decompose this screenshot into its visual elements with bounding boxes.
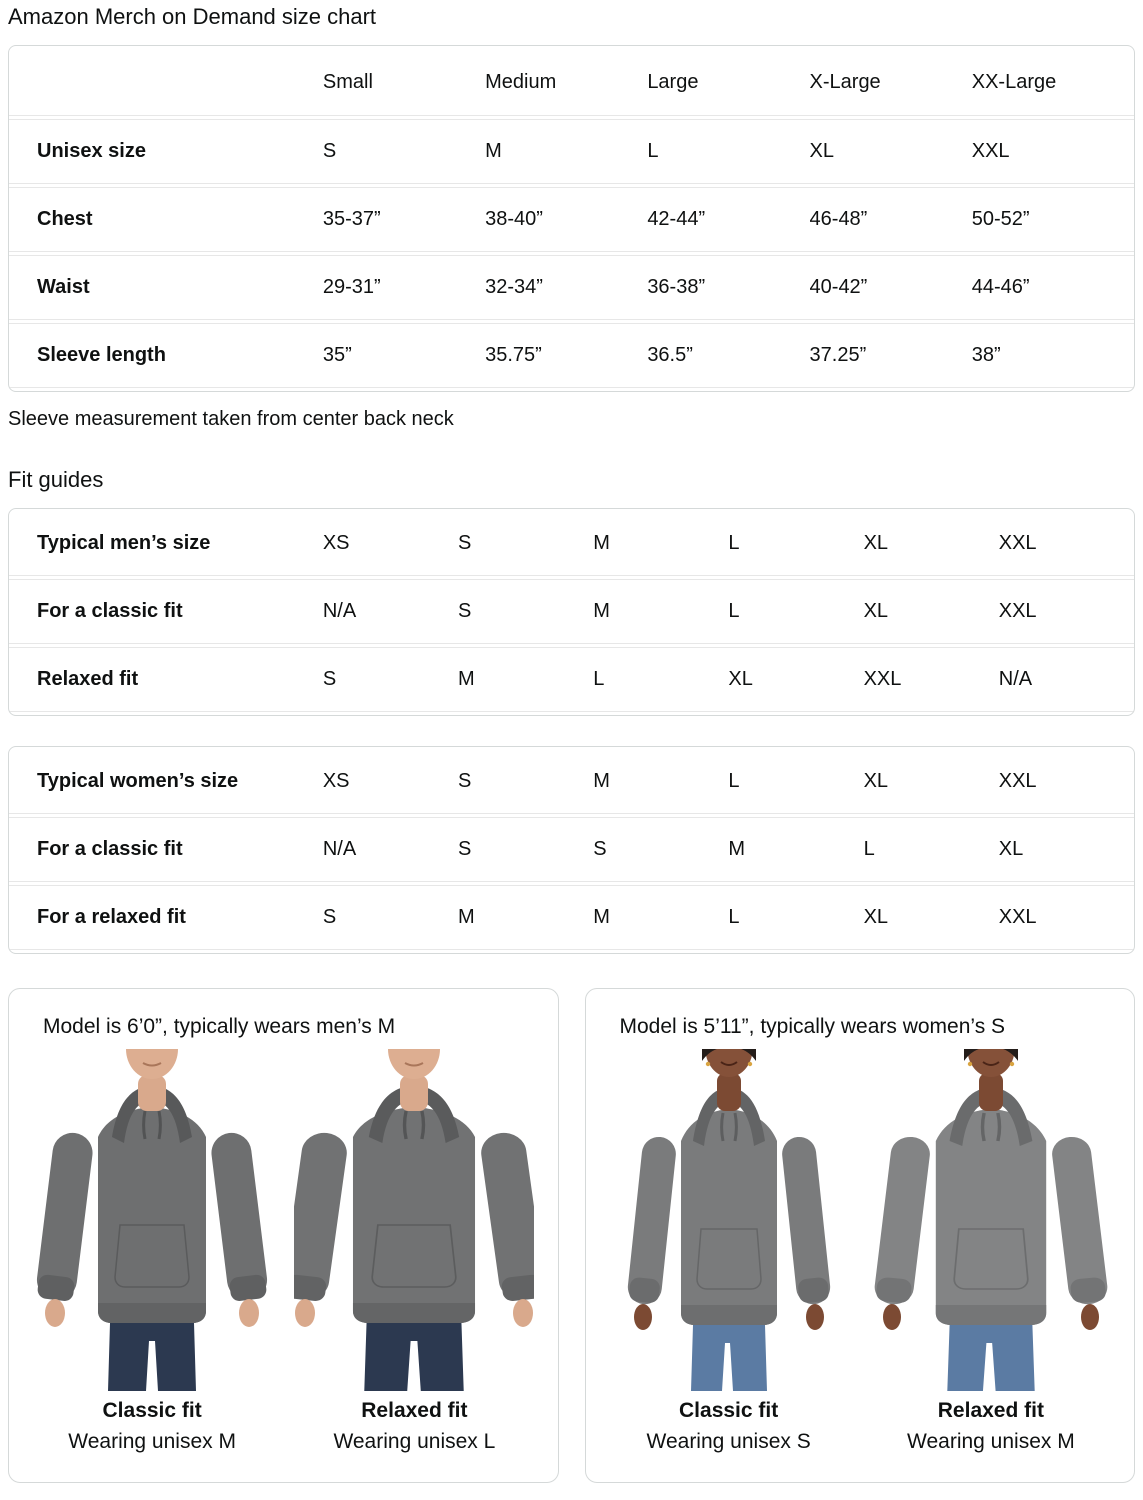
row-label: For a classic fit [9, 817, 323, 882]
size-cell: XXL [972, 119, 1134, 184]
size-cell: 32-34” [485, 255, 647, 320]
woman-classic-fit-photo [609, 1049, 849, 1391]
size-cell: S [323, 885, 458, 950]
size-cell: 40-42” [810, 255, 972, 320]
mens-classic-figure [21, 1049, 283, 1454]
womens-model-card [585, 988, 1136, 1483]
size-cell: XL [999, 817, 1134, 882]
size-cell: XL [864, 512, 999, 576]
woman-relaxed-fit-photo [871, 1049, 1111, 1391]
size-cell: L [864, 817, 999, 882]
size-cell: XL [864, 750, 999, 814]
size-cell: M [593, 579, 728, 644]
size-cell: XL [810, 119, 972, 184]
row-label: For a classic fit [9, 579, 323, 644]
size-cell: 36.5” [647, 323, 809, 388]
fit-label: Relaxed fit [361, 1399, 468, 1422]
page-title: Amazon Merch on Demand size chart [8, 4, 377, 29]
size-cell: 44-46” [972, 255, 1134, 320]
size-cell: 29-31” [323, 255, 485, 320]
size-cell: M [485, 119, 647, 184]
size-cell: XXL [999, 579, 1134, 644]
row-label: Waist [9, 255, 323, 320]
size-chart-header-row [9, 49, 1134, 116]
table-row-mens-relaxed-fit [9, 647, 1134, 712]
size-cell: 50-52” [972, 187, 1134, 252]
table-row-waist [9, 255, 1134, 320]
size-cell: 37.25” [810, 323, 972, 388]
size-cell: L [728, 512, 863, 576]
size-cell: 42-44” [647, 187, 809, 252]
model-cards [8, 988, 1135, 1483]
table-row-unisex-size [9, 119, 1134, 184]
column-header-medium: Medium [485, 49, 647, 116]
size-cell: 38-40” [485, 187, 647, 252]
size-chart-table-container [8, 45, 1135, 392]
size-cell: 35-37” [323, 187, 485, 252]
table-row-chest [9, 187, 1134, 252]
size-cell: XXL [999, 885, 1134, 950]
table-row-mens-classic-fit [9, 579, 1134, 644]
womens-fit-guide-table [9, 747, 1134, 953]
row-label: Typical women’s size [9, 750, 323, 814]
size-chart-table [9, 46, 1134, 391]
size-cell: XS [323, 750, 458, 814]
man-classic-fit-photo [32, 1049, 272, 1391]
row-label: Chest [9, 187, 323, 252]
size-cell: N/A [999, 647, 1134, 712]
size-cell: M [593, 885, 728, 950]
mens-model-heading: Model is 6’0”, typically wears men’s M [43, 1015, 396, 1038]
mens-relaxed-figure [283, 1049, 545, 1454]
womens-model-heading: Model is 5’11”, typically wears women’s S [619, 1015, 1006, 1038]
table-row-sleeve-length [9, 323, 1134, 388]
size-cell: M [728, 817, 863, 882]
size-cell: M [458, 885, 593, 950]
womens-figures [598, 1049, 1123, 1454]
size-cell: L [728, 579, 863, 644]
size-cell: N/A [323, 579, 458, 644]
size-cell: XL [864, 579, 999, 644]
fit-label: Classic fit [102, 1399, 202, 1422]
wearing-label: Wearing unisex L [333, 1430, 496, 1453]
mens-model-card [8, 988, 559, 1483]
sleeve-measurement-note: Sleeve measurement taken from center back neck [8, 408, 454, 430]
fit-label: Relaxed fit [937, 1399, 1044, 1422]
mens-fit-guide-table [9, 509, 1134, 715]
size-cell: S [458, 512, 593, 576]
size-cell: S [458, 817, 593, 882]
column-header-xxlarge: XX-Large [972, 49, 1134, 116]
column-header-large: Large [647, 49, 809, 116]
size-cell: S [458, 750, 593, 814]
table-row-typical-mens-size [9, 512, 1134, 576]
fit-guides-heading: Fit guides [8, 467, 104, 492]
row-label: Relaxed fit [9, 647, 323, 712]
wearing-label: Wearing unisex S [646, 1430, 811, 1453]
size-cell: S [323, 119, 485, 184]
column-header [9, 49, 323, 116]
size-cell: M [458, 647, 593, 712]
mens-figures [21, 1049, 546, 1454]
size-cell: L [728, 885, 863, 950]
size-cell: XXL [864, 647, 999, 712]
size-cell: N/A [323, 817, 458, 882]
row-label: Typical men’s size [9, 512, 323, 576]
size-cell: S [323, 647, 458, 712]
size-cell: L [593, 647, 728, 712]
man-relaxed-fit-photo [294, 1049, 534, 1391]
row-label: Sleeve length [9, 323, 323, 388]
size-cell: XS [323, 512, 458, 576]
row-label: Unisex size [9, 119, 323, 184]
size-cell: 35” [323, 323, 485, 388]
size-cell: M [593, 512, 728, 576]
wearing-label: Wearing unisex M [907, 1430, 1075, 1453]
row-label: For a relaxed fit [9, 885, 323, 950]
womens-classic-figure [598, 1049, 860, 1454]
size-cell: 38” [972, 323, 1134, 388]
fit-label: Classic fit [679, 1399, 779, 1422]
mens-fit-guide-container [8, 508, 1135, 716]
wearing-label: Wearing unisex M [68, 1430, 236, 1453]
womens-relaxed-figure [860, 1049, 1122, 1454]
size-cell: 36-38” [647, 255, 809, 320]
size-cell: M [593, 750, 728, 814]
womens-fit-guide-container [8, 746, 1135, 954]
size-cell: 35.75” [485, 323, 647, 388]
size-cell: XL [864, 885, 999, 950]
size-cell: L [728, 750, 863, 814]
column-header-xlarge: X-Large [810, 49, 972, 116]
table-row-womens-relaxed-fit [9, 885, 1134, 950]
size-cell: 46-48” [810, 187, 972, 252]
column-header-small: Small [323, 49, 485, 116]
size-cell: XL [728, 647, 863, 712]
table-row-womens-classic-fit [9, 817, 1134, 882]
size-cell: XXL [999, 512, 1134, 576]
size-cell: S [458, 579, 593, 644]
size-cell: L [647, 119, 809, 184]
size-cell: XXL [999, 750, 1134, 814]
size-cell: S [593, 817, 728, 882]
table-row-typical-womens-size [9, 750, 1134, 814]
